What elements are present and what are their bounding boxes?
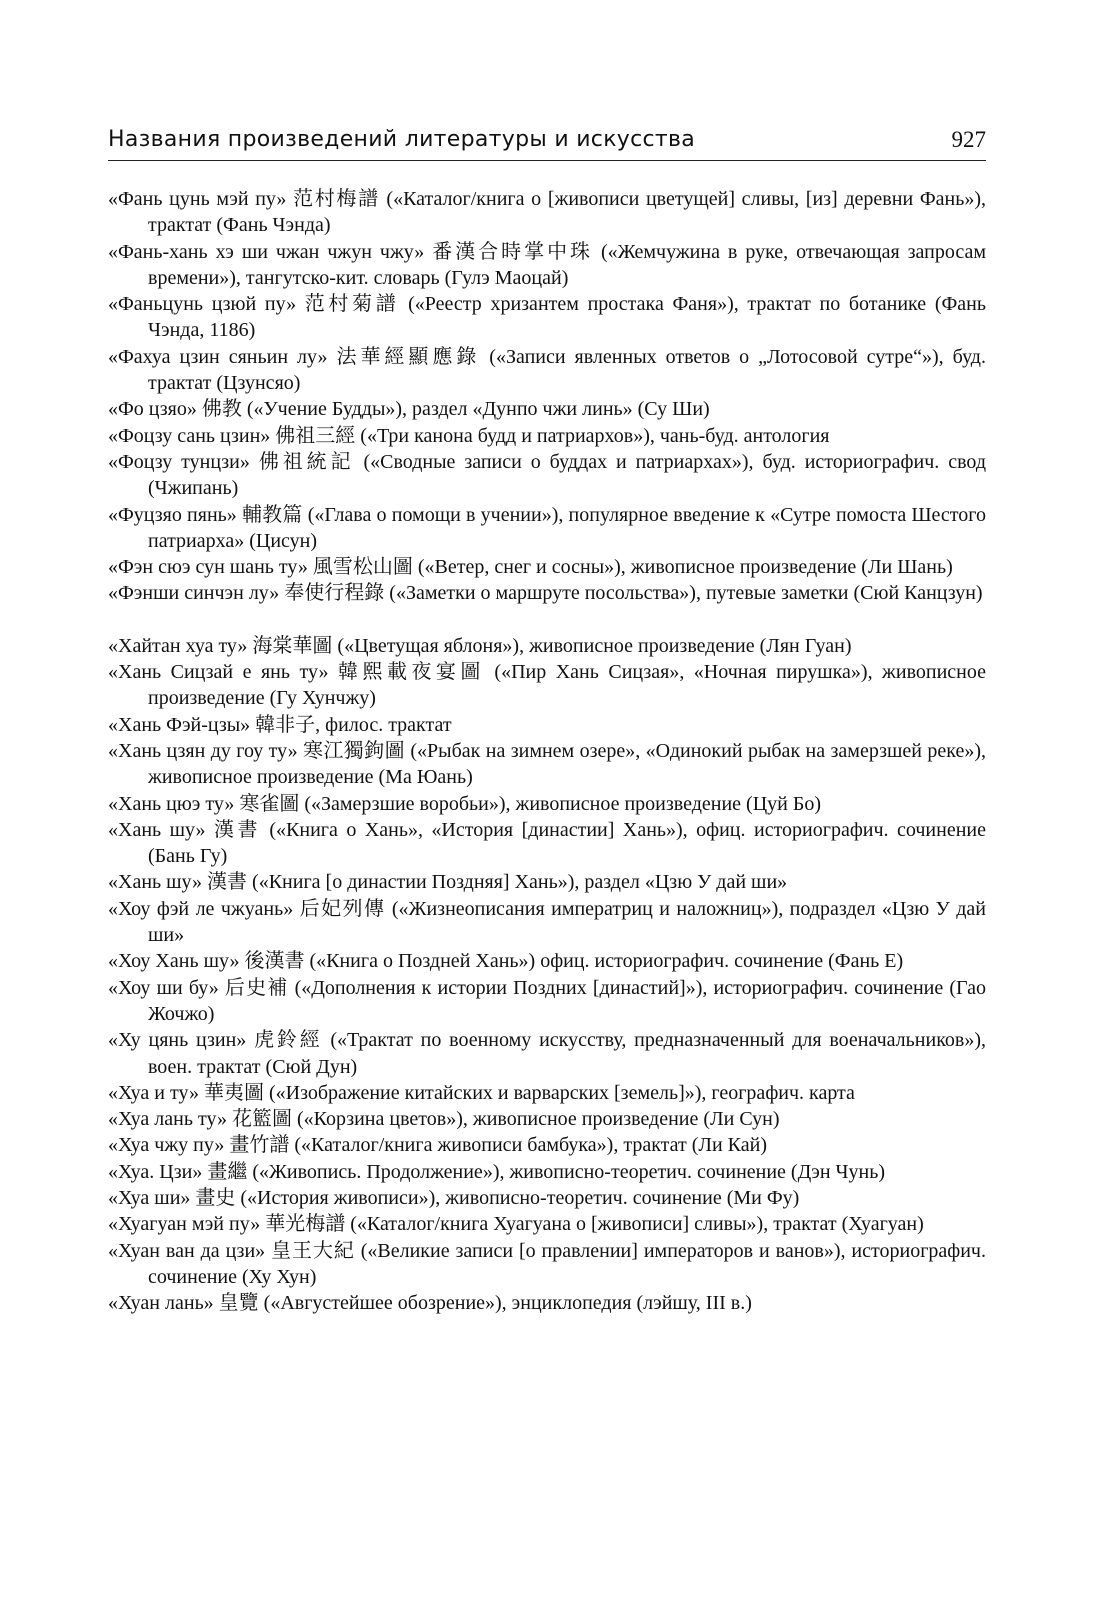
list-item: «Хуан лань» 皇覽 («Августейшее обозрение»), энциклопедия (лэйшу, III в.) [108, 1292, 752, 1315]
list-item: «Фоцзу сань цзин» 佛祖三經 («Три канона будд и патриархов»), чань-буд. антология [108, 424, 830, 447]
list-item: «Хань цзян ду гоу ту» 寒江獨鉤圖 («Рыбак на зимнем озере», «Одинокий рыбак на замерзшей реке»), живописное произведение (Ма Юань) [108, 739, 986, 789]
list-item: «Хань шу» 漢書 («Книга [о династии Поздняя] Хань»), раздел «Цзю У дай ши» [108, 871, 788, 894]
list-item: «Хуа. Цзи» 畫繼 («Живопись. Продолжение»), живописно-теоретич. сочинение (Дэн Чунь) [108, 1160, 886, 1183]
list-item: «Фэнши синчэн лу» 奉使行程錄 («Заметки о маршруте посольства»), путевые заметки (Сюй Канцзун) [108, 582, 983, 605]
group-separator [108, 607, 986, 633]
list-item: «Хань Фэй-цзы» 韓非子, филос. трактат [108, 713, 452, 736]
list-item: «Фаньцунь цзюй пу» 范村菊譜 («Реестр хризантем простака Фаня»), трактат по ботанике (Фань Чэнда, 1186) [108, 293, 986, 342]
list-item: «Фо цзяо» 佛教 («Учение Будды»), раздел «Дунпо чжи линь» (Су Ши) [108, 398, 710, 421]
entry-list [108, 186, 986, 1316]
entry-group-f [108, 186, 986, 607]
list-item: «Фань цунь мэй пу» 范村梅譜 («Каталог/книга о [живописи цветущей] сливы, [из] деревни Фань»), трактат (Фань Чэнда) [108, 188, 986, 237]
list-item: «Хуа лань ту» 花籃圖 («Корзина цветов»), живописное произведение (Ли Сун) [108, 1108, 780, 1131]
list-item: «Хань цюэ ту» 寒雀圖 («Замерзшие воробьи»), живописное произведение (Цуй Бо) [108, 792, 821, 815]
list-item: «Фоцзу тунцзи» 佛祖統記 («Сводные записи о буддах и патриархах»), буд. историографич. свод (Чжипань) [108, 450, 986, 500]
list-item: «Хоу Хань шу» 後漢書 («Книга о Поздней Хань») офиц. историографич. сочинение (Фань Е) [108, 950, 904, 973]
list-item: «Хоу фэй ле чжуань» 后妃列傳 («Жизнеописания императриц и наложниц»), подраздел «Цзю У дай ши» [108, 897, 986, 947]
list-item: «Ху цянь цзин» 虎鈴經 («Трактат по военному искусству, предназначенный для военачальников»), воен. трактат (Сюй Дун) [108, 1029, 986, 1078]
header-rule [108, 160, 986, 161]
entry-group-kh [108, 633, 986, 1317]
page-number: 927 [951, 127, 986, 152]
list-item: «Хуа ши» 畫史 («История живописи»), живописно-теоретич. сочинение (Ми Фу) [108, 1186, 800, 1209]
list-item: «Фахуа цзин сяньин лу» 法華經顯應錄 («Записи явленных ответов о „Лотосовой сутре“»), буд. трактат (Цзунсяо) [108, 345, 986, 395]
list-item: «Хоу ши бу» 后史補 («Дополнения к истории Поздних [династий]»), историографич. сочинение (Гао Жочжо) [108, 976, 986, 1025]
list-item: «Хуагуан мэй пу» 華光梅譜 («Каталог/книга Хуагуана о [живописи] сливы»), трактат (Хуагуан) [108, 1213, 924, 1236]
running-head [108, 126, 986, 160]
list-item: «Хуа и ту» 華夷圖 («Изображение китайских и варварских [земель]»), географич. карта [108, 1081, 855, 1104]
list-item: «Фань-хань хэ ши чжан чжун чжу» 番漢合時掌中珠 («Жемчужина в руке, отвечающая запросам времени»), тангутско-кит. словарь (Гулэ Маоцай) [108, 240, 986, 289]
list-item: «Хань шу» 漢書 («Книга о Хань», «История [династии] Хань»), офиц. историографич. сочинение (Бань Гу) [108, 818, 986, 868]
list-item: «Хайтан хуа ту» 海棠華圖 («Цветущая яблоня»), живописное произведение (Лян Гуан) [108, 634, 852, 657]
list-item: «Фэн сюэ сун шань ту» 風雪松山圖 («Ветер, снег и сосны»), живописное произведение (Ли Шань) [108, 556, 953, 579]
list-item: «Хань Сицзай е янь ту» 韓熙載夜宴圖 («Пир Хань Сицзая», «Ночная пирушка»), живописное произведение (Гу Хунчжу) [108, 661, 986, 710]
list-item: «Хуан ван да цзи» 皇王大紀 («Великие записи [о правлении] императоров и ванов»), историографич. сочинение (Ху Хун) [108, 1239, 986, 1288]
list-item: «Фуцзяо пянь» 輔教篇 («Глава о помощи в учении»), популярное введение к «Сутре помоста Шестого патриарха» (Цисун) [108, 503, 986, 552]
running-title: Названия произведений литературы и искусства [108, 127, 696, 152]
list-item: «Хуа чжу пу» 畫竹譜 («Каталог/книга живописи бамбука»), трактат (Ли Кай) [108, 1134, 767, 1157]
